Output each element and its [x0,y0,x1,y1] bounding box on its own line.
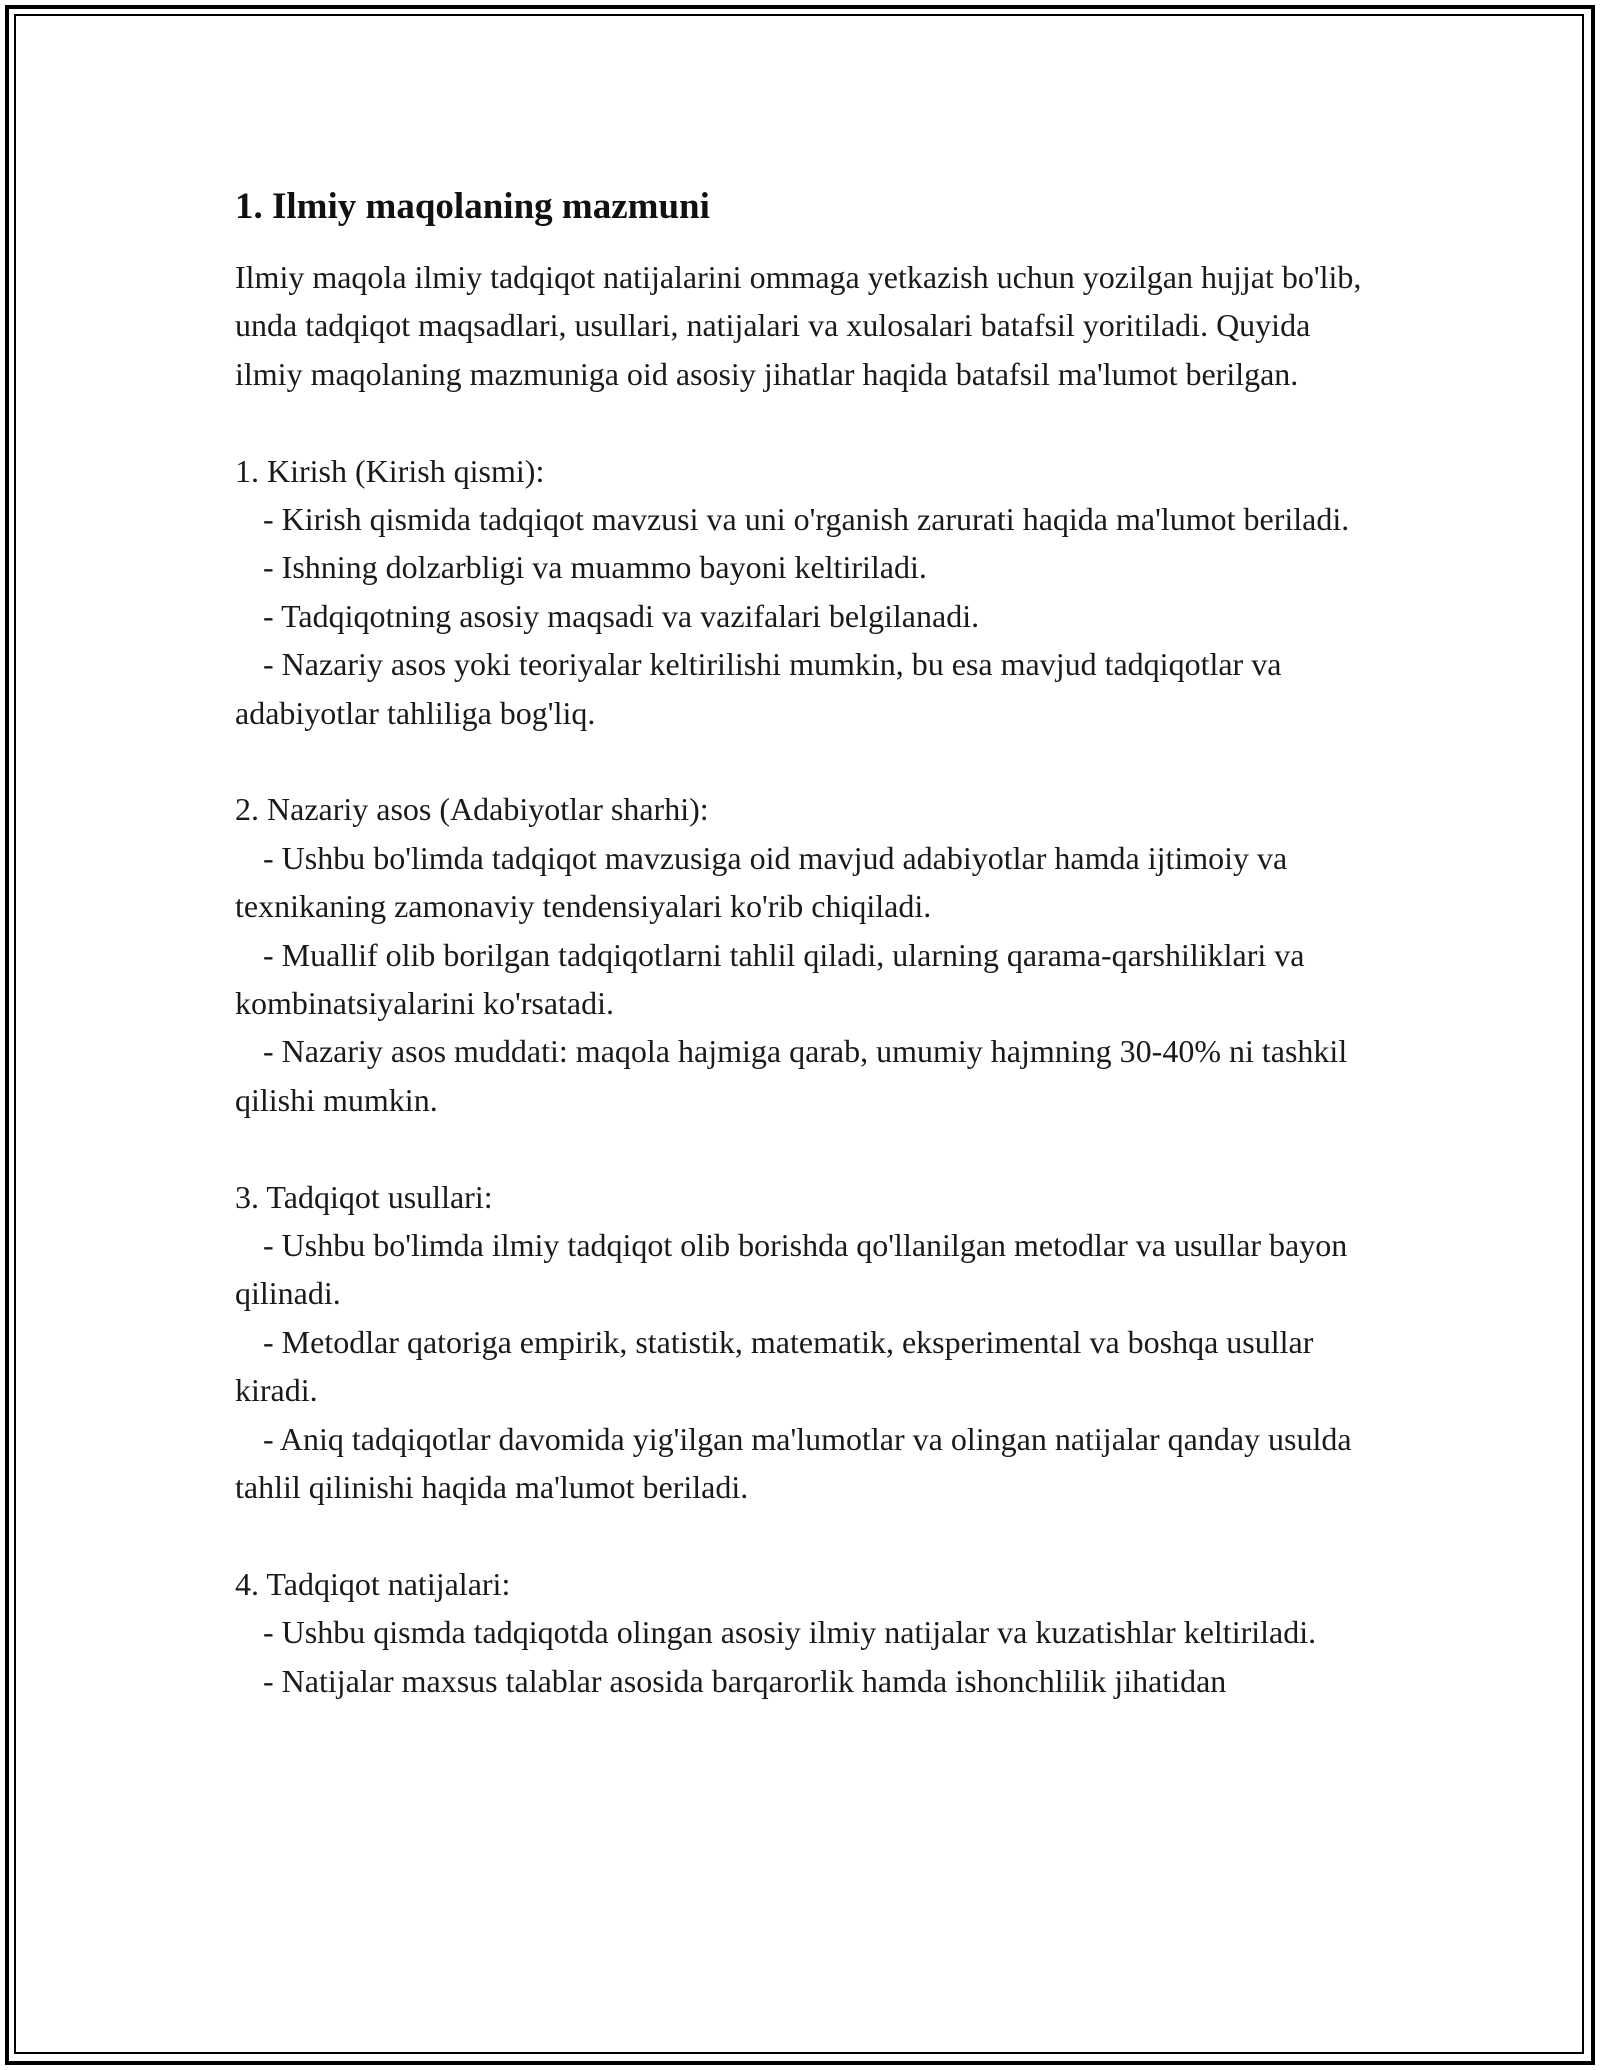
spacer [235,737,1385,785]
list-item: - Muallif olib borilgan tadqiqotlarni tahlil qiladi, ularning qarama-qarshiliklari va kombinatsiyalarini ko'rsatadi. [235,936,1305,1022]
list-item: - Ushbu bo'limda tadqiqot mavzusiga oid mavjud adabiyotlar hamda ijtimoiy va texnikaning zamonaviy tendensiyalari ko'rib chiqiladi. [235,839,1288,925]
spacer [235,1512,1385,1560]
spacer [235,398,1385,446]
section-tadqiqot-natijalari [235,1560,1385,1705]
page-title: 1. Ilmiy maqolaning mazmuni [235,186,710,227]
list-item: - Kirish qismida tadqiqot mavzusi va uni o'rganish zarurati haqida ma'lumot beriladi. [263,501,1350,538]
list-item: - Natijalar maxsus talablar asosida barqarorlik hamda ishonchlilik jihatidan [263,1662,1227,1699]
list-item: - Nazariy asos yoki teoriyalar keltirilishi mumkin, bu esa mavjud tadqiqotlar va adabiyotlar tahliliga bog'liq. [235,646,1282,731]
document-body [235,185,1385,1705]
list-item: - Tadqiqotning asosiy maqsadi va vazifalari belgilanadi. [263,597,980,634]
list-item: - Aniq tadqiqotlar davomida yig'ilgan ma'lumotlar va olingan natijalar qanday usulda tahlil qilinishi haqida ma'lumot beriladi. [235,1420,1352,1506]
document-text [235,253,1385,1705]
list-item: - Ushbu qismda tadqiqotda olingan asosiy ilmiy natijalar va kuzatishlar keltiriladi. [263,1614,1317,1651]
section-heading: 2. Nazariy asos (Adabiyotlar sharhi): [235,791,709,828]
section-tadqiqot-usullari [235,1173,1385,1512]
intro-paragraph: Ilmiy maqola ilmiy tadqiqot natijalarini ommaga yetkazish uchun yozilgan hujjat bo'lib, unda tadqiqot maqsadlari, usullari, natijalari va xulosalari batafsil yoritiladi. Quyida ilmiy maqolaning mazmuniga oid asosiy jihatlar haqida batafsil ma'lumot berilgan. [235,259,1362,392]
section-nazariy-asos [235,785,1385,1124]
spacer [235,1124,1385,1172]
list-item: - Ushbu bo'limda ilmiy tadqiqot olib borishda qo'llanilgan metodlar va usullar bayon qilinadi. [235,1227,1348,1312]
section-heading: 1. Kirish (Kirish qismi): [235,452,545,489]
section-heading: 3. Tadqiqot usullari: [235,1178,493,1215]
section-heading: 4. Tadqiqot natijalari: [235,1565,511,1602]
list-item: - Metodlar qatoriga empirik, statistik, matematik, eksperimental va boshqa usullar kiradi. [235,1323,1314,1409]
section-kirish [235,447,1385,737]
list-item: - Nazariy asos muddati: maqola hajmiga qarab, umumiy hajmning 30-40% ni tashkil qilishi mumkin. [235,1033,1348,1118]
list-item: - Ishning dolzarbligi va muammo bayoni keltiriladi. [263,549,927,586]
